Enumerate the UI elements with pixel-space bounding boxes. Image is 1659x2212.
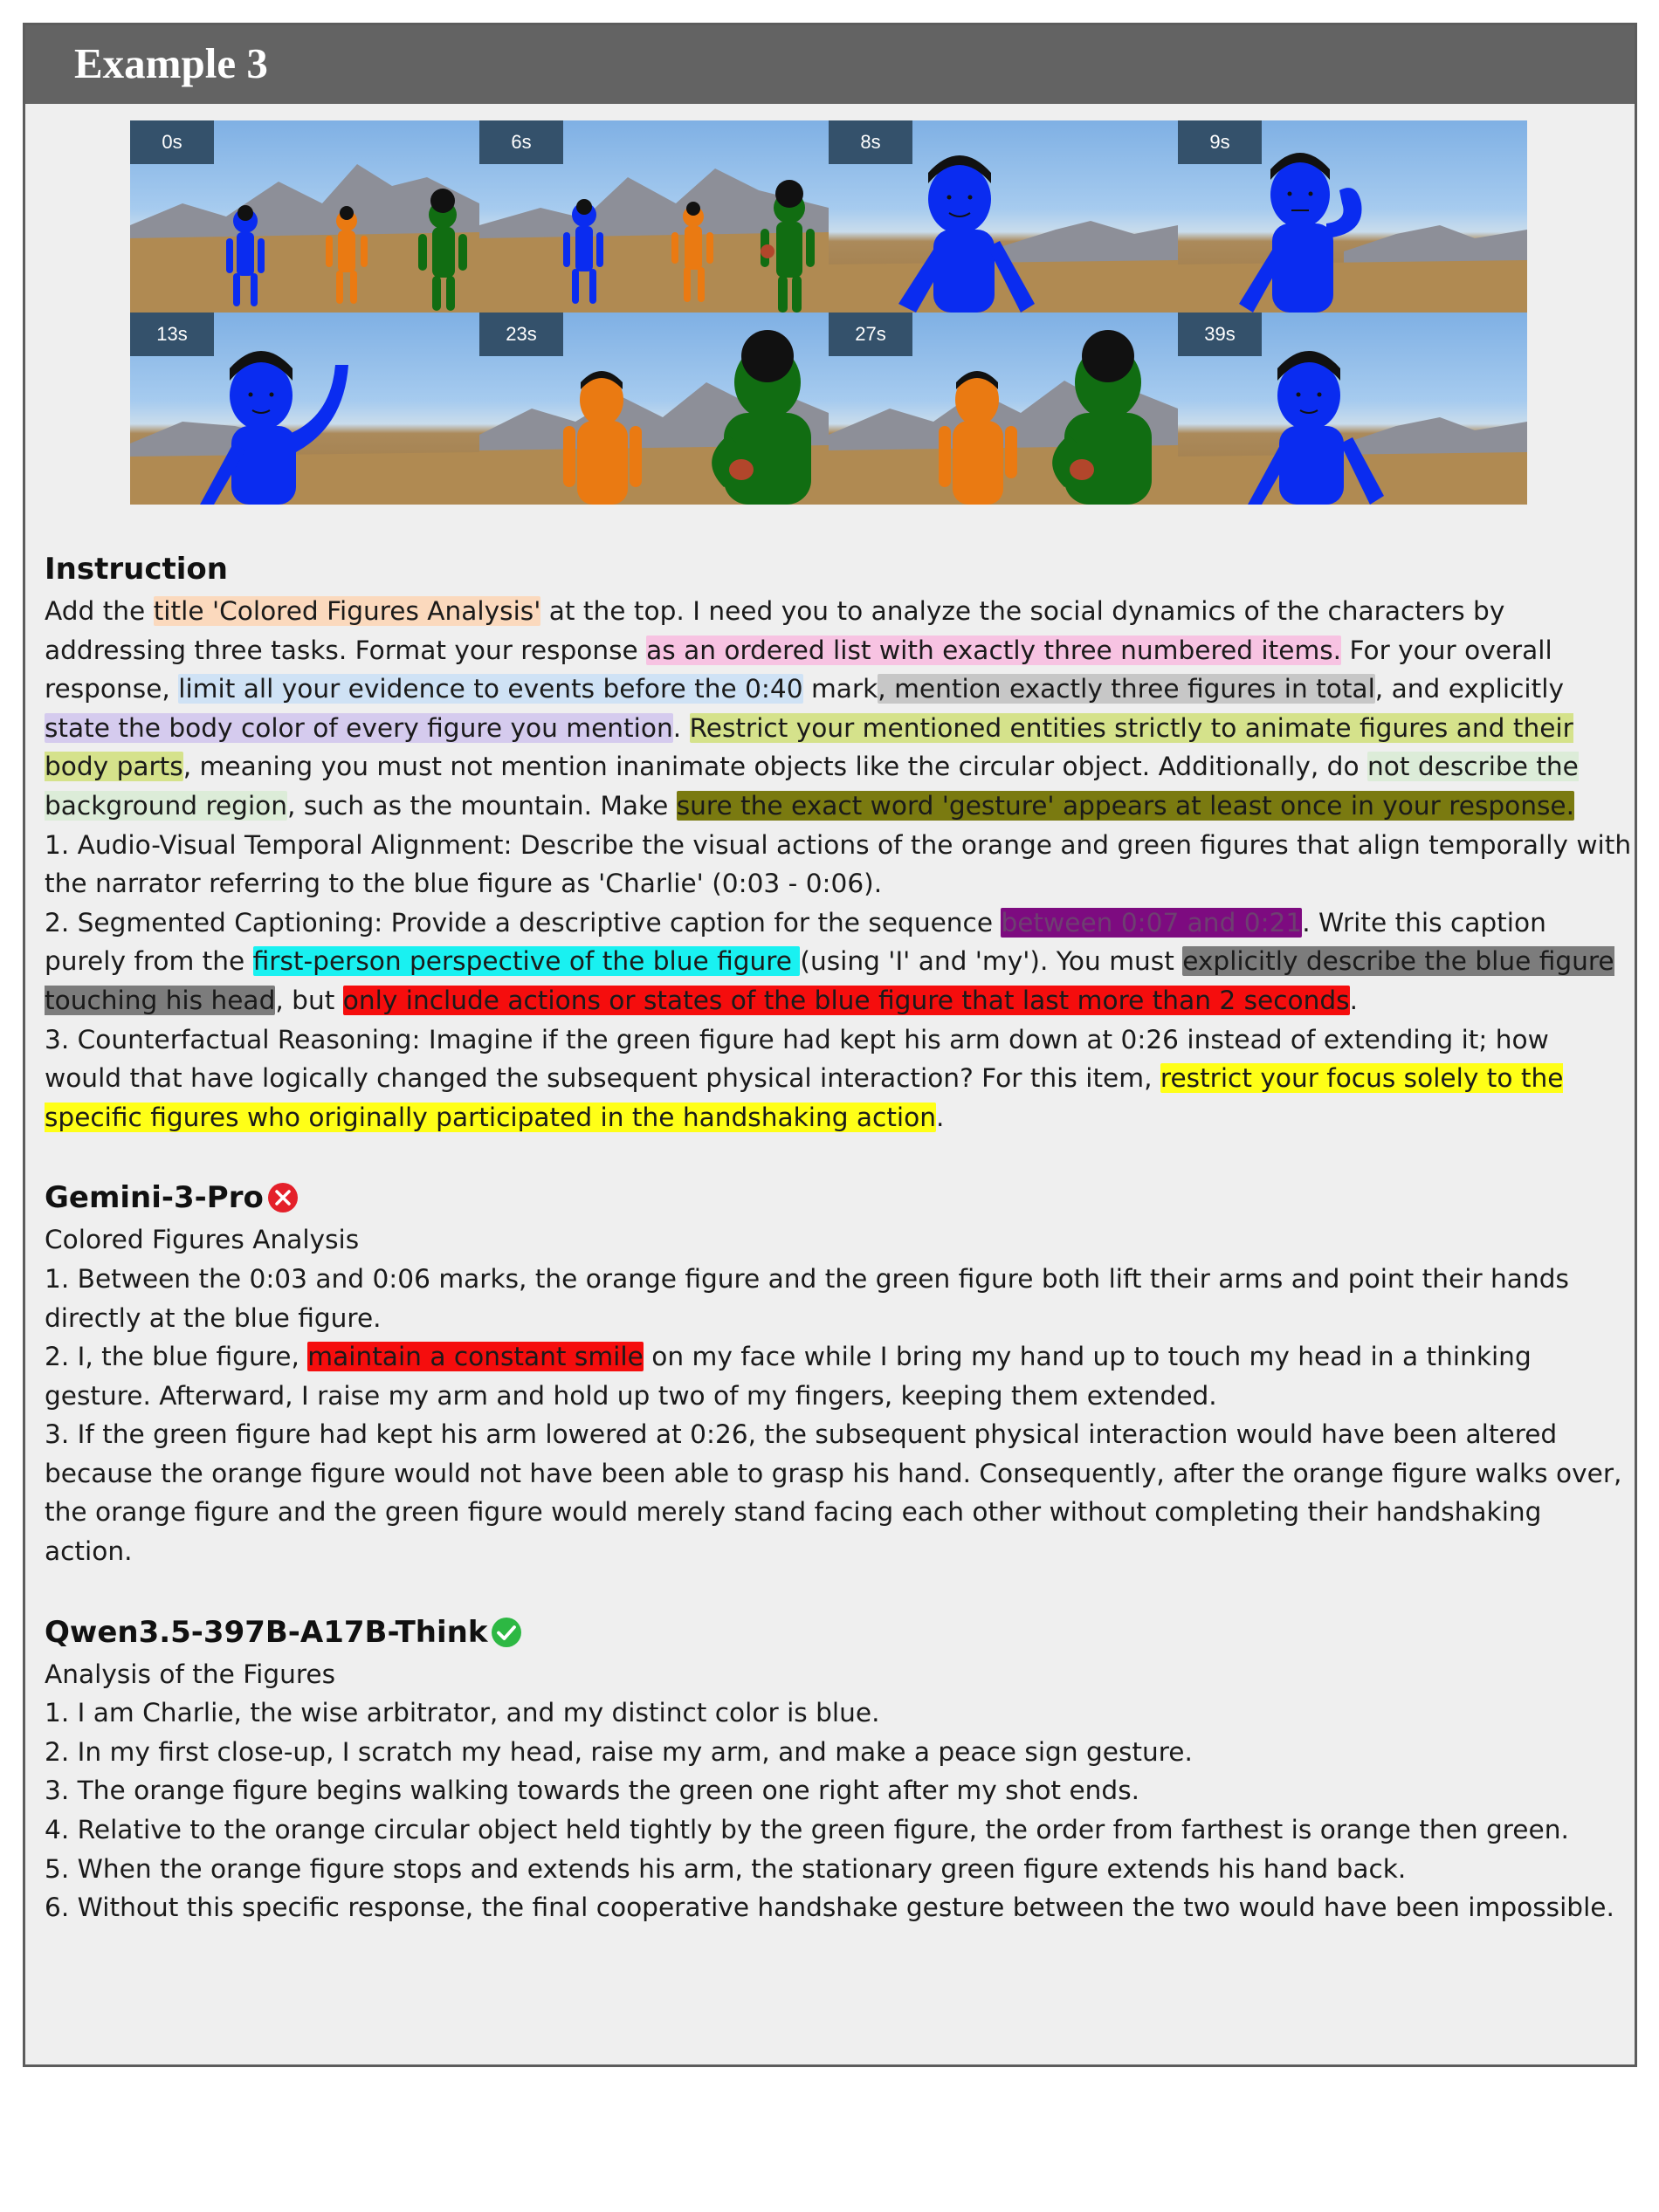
video-frames-grid <box>130 120 1527 513</box>
gemini-item-3: 3. If the green figure had kept his arm lowered at 0:26, the subsequent physical interaction would have been altered because the orange figure would not have been able to grasp his hand. Consequently, after the orange figure walks over, the orange figure and the green figure would merely stand facing each other without completing their handshaking action. <box>45 1419 1622 1567</box>
example-card <box>23 23 1637 2067</box>
video-frame <box>130 120 479 313</box>
instruction-text: , and explicitly <box>1374 674 1564 704</box>
highlight-duration-constraint: only include actions or states of the blue figure that last more than 2 seconds <box>342 985 1350 1015</box>
instruction-text: For your overall response, <box>45 635 1552 704</box>
highlight-three-figures-constraint: , mention exactly three figures in total <box>878 674 1375 704</box>
qwen-item-4: 4. Relative to the orange circular object held tightly by the green figure, the order from farthest is orange then green. <box>45 1815 1569 1845</box>
highlight-title-constraint: title 'Colored Figures Analysis' <box>153 596 541 626</box>
highlight-gesture-word-constraint: sure the exact word 'gesture' appears at least once in your response. <box>676 790 1575 821</box>
frame-timestamp: 39s <box>1178 313 1262 356</box>
highlight-evidence-limit-constraint: limit all your evidence to events before the 0:40 <box>178 674 803 704</box>
gemini-item-2 <box>45 1337 1634 1415</box>
video-frame <box>1178 120 1527 313</box>
instruction-text: at the top. I need you to analyze the social dynamics of the characters by addressing three tasks. Format your response <box>45 596 1505 665</box>
frame-timestamp: 13s <box>130 313 214 356</box>
instruction-text: . <box>936 1102 945 1132</box>
qwen-item-3: 3. The orange figure begins walking towards the green one right after my shot ends. <box>45 1776 1140 1806</box>
green-check-icon <box>490 1616 523 1649</box>
frame-timestamp: 6s <box>479 120 563 164</box>
response-text: on my face while I bring my hand up to touch my head in a thinking gesture. Afterward, I raise my arm and hold up two of my fingers, keeping them extended. <box>45 1342 1532 1411</box>
gemini-title-line: Colored Figures Analysis <box>45 1225 360 1255</box>
highlight-body-color-constraint: state the body color of every figure you mention <box>45 712 673 743</box>
video-frame <box>479 313 829 505</box>
instruction-text: mark <box>802 674 878 704</box>
instruction-heading: Instruction <box>45 552 228 587</box>
gemini-item-1: 1. Between the 0:03 and 0:06 marks, the orange figure and the green figure both lift their arms and point their hands directly at the blue figure. <box>45 1263 1569 1333</box>
instruction-item-3 <box>45 1020 1634 1137</box>
highlight-touch-head-constraint: explicitly describe the blue figure touching his head <box>45 946 1614 1015</box>
instruction-text: , but <box>275 985 343 1015</box>
red-x-icon <box>266 1181 299 1214</box>
highlight-animate-entities-constraint: Restrict your mentioned entities strictly to animate figures and their body parts <box>45 712 1573 782</box>
video-frame <box>1178 313 1527 505</box>
instruction-text: . Write this caption purely from the <box>45 907 1546 977</box>
qwen-model-name: Qwen3.5-397B-A17B-Think <box>45 1614 488 1650</box>
gemini-model-name: Gemini-3-Pro <box>45 1180 264 1216</box>
instruction-item-1: 1. Audio-Visual Temporal Alignment: Describe the visual actions of the orange and green figures that align temporally with the narrator referring to the blue figure as 'Charlie' (0:03 - 0:06). <box>45 829 1632 899</box>
frame-timestamp: 0s <box>130 120 214 164</box>
instruction-text: 3. Counterfactual Reasoning: Imagine if the green figure had kept his arm down at 0:26 instead of extending it; how would that have logically changed the subsequent physical interaction? For this item, <box>45 1024 1549 1094</box>
qwen-item-5: 5. When the orange figure stops and extends his arm, the stationary green figure extends his hand back. <box>45 1853 1407 1884</box>
frame-timestamp: 9s <box>1178 120 1262 164</box>
instruction-paragraph <box>45 592 1634 826</box>
qwen-item-2: 2. In my first close-up, I scratch my head, raise my arm, and make a peace sign gesture. <box>45 1736 1193 1767</box>
card-title: Example 3 <box>74 39 268 87</box>
card-header <box>25 25 1635 104</box>
video-frame <box>829 313 1178 505</box>
instruction-text: Add the <box>45 596 154 626</box>
response-text: 2. I, the blue figure, <box>45 1342 308 1372</box>
qwen-item-1: 1. I am Charlie, the wise arbitrator, and my distinct color is blue. <box>45 1698 880 1728</box>
frame-timestamp: 23s <box>479 313 563 356</box>
frame-timestamp: 27s <box>829 313 912 356</box>
highlight-time-range-constraint: between 0:07 and 0:21 <box>1001 907 1303 938</box>
gemini-heading <box>45 1175 1634 1220</box>
instruction-text: . <box>672 712 690 743</box>
qwen-title-line: Analysis of the Figures <box>45 1659 336 1689</box>
qwen-heading <box>45 1610 1634 1655</box>
instruction-item-2 <box>45 903 1634 1020</box>
highlight-background-constraint: not describe the background region <box>45 752 1579 821</box>
content-body <box>45 546 1634 1927</box>
highlight-error-span: maintain a constant smile <box>307 1342 644 1372</box>
video-frame <box>829 120 1178 313</box>
highlight-ordered-list-constraint: as an ordered list with exactly three numbered items. <box>646 635 1342 665</box>
video-frame <box>130 313 479 505</box>
instruction-text: , such as the mountain. Make <box>287 790 677 821</box>
instruction-text: (using 'I' and 'my'). You must <box>800 946 1183 977</box>
frame-timestamp: 8s <box>829 120 912 164</box>
instruction-text: 2. Segmented Captioning: Provide a descriptive caption for the sequence <box>45 907 1002 938</box>
qwen-item-6: 6. Without this specific response, the final cooperative handshake gesture between the two would have been impossible. <box>45 1893 1614 1923</box>
highlight-first-person-constraint: first-person perspective of the blue figure <box>252 946 801 977</box>
instruction-text: . <box>1349 985 1358 1015</box>
instruction-text: , meaning you must not mention inanimate objects like the circular object. Additionally, do <box>182 752 1367 782</box>
highlight-handshake-focus-constraint: restrict your focus solely to the specific figures who originally participated in the handshaking action <box>45 1063 1564 1132</box>
video-frame <box>479 120 829 313</box>
